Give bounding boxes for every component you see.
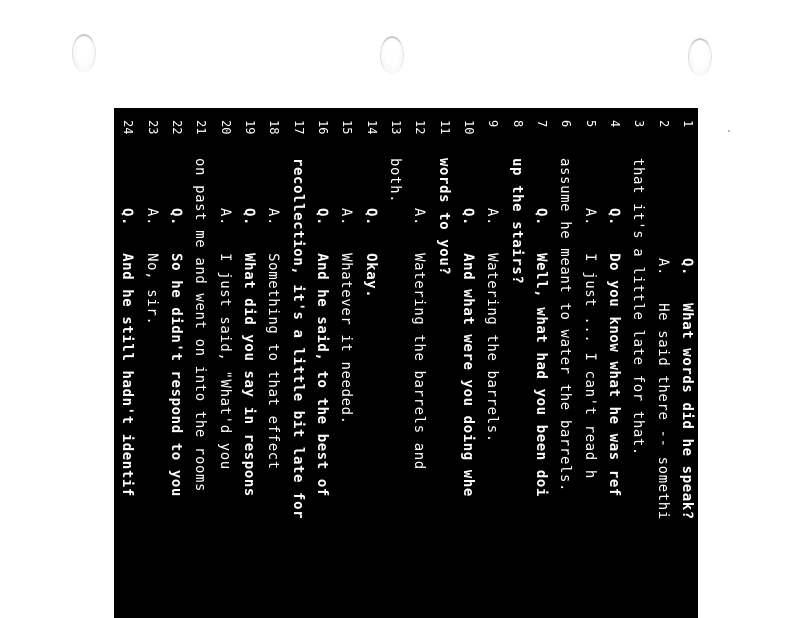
transcript-line (184, 108, 208, 618)
line-number: 9 (486, 120, 501, 128)
line-text: Q. Well, what had you been doi (533, 208, 550, 497)
line-text: Q. Okay. (362, 208, 379, 299)
transcript-line (354, 108, 378, 618)
line-number: 20 (218, 120, 233, 135)
line-text: assume he meant to water the barrels. (557, 158, 574, 493)
transcript-page (114, 108, 698, 618)
transcript-body (114, 108, 698, 618)
transcript-line (573, 108, 597, 618)
line-number: 6 (559, 120, 574, 128)
line-text: A. Something to that effect (265, 208, 282, 470)
line-number: 1 (681, 120, 695, 128)
line-number: 11 (437, 120, 452, 135)
transcript-line (500, 108, 524, 618)
line-number: 18 (267, 120, 282, 135)
line-text: Q. And he said, to the best of (314, 208, 331, 497)
line-text: both. (387, 158, 404, 204)
line-text: A. No, sir. (143, 208, 160, 326)
line-text: that it's a little late for that. (630, 158, 647, 456)
transcript-line (525, 108, 549, 618)
line-number: 12 (413, 120, 428, 135)
transcript-line (549, 108, 573, 618)
transcript-line (379, 108, 403, 618)
line-text: A. Watering the barrels. (484, 208, 501, 443)
line-text: A. He said there -- somethi (654, 258, 671, 520)
line-number: 23 (145, 120, 160, 135)
line-text: A. Watering the barrels and (411, 208, 428, 470)
line-number: 21 (194, 120, 209, 135)
transcript-line (476, 108, 500, 618)
line-number: 2 (656, 120, 671, 128)
transcript-line (233, 108, 257, 618)
line-number: 17 (291, 120, 306, 135)
line-number: 10 (462, 120, 477, 135)
transcript-line (427, 108, 451, 618)
line-number: 14 (364, 120, 379, 135)
line-number: 8 (510, 120, 525, 128)
line-text: up the stairs? (508, 158, 525, 285)
transcript-line (160, 108, 184, 618)
transcript-line (114, 108, 135, 618)
line-number: 7 (535, 120, 550, 128)
line-number: 3 (632, 120, 647, 128)
line-text: Q. So he didn't respond to you (168, 208, 185, 497)
transcript-line (646, 108, 670, 618)
binder-hole (688, 38, 712, 76)
line-text: Q. And he still hadn't identif (119, 208, 136, 497)
line-number: 16 (316, 120, 331, 135)
line-text: A. I just ... I can't read h (581, 208, 598, 479)
line-number: 22 (170, 120, 185, 135)
line-number: 24 (121, 120, 136, 135)
line-text: recollection, it's a little bit late for (289, 158, 306, 520)
line-number: 4 (608, 120, 623, 128)
transcript-line (257, 108, 281, 618)
line-text: Q. Do you know what he was ref (606, 208, 623, 497)
line-number: 13 (389, 120, 404, 135)
transcript-line (306, 108, 330, 618)
transcript-line (281, 108, 305, 618)
binder-hole (380, 36, 404, 74)
transcript-line (330, 108, 354, 618)
line-text: on past me and went on into the rooms (192, 158, 209, 493)
line-number: 15 (340, 120, 355, 135)
transcript-line (598, 108, 622, 618)
line-text: words to you? (435, 158, 452, 276)
transcript-line (135, 108, 159, 618)
transcript-line (208, 108, 232, 618)
line-text: A. Whatever it needed. (338, 208, 355, 425)
line-number: 19 (243, 120, 258, 135)
line-number: 5 (583, 120, 598, 128)
binder-hole (72, 34, 96, 72)
scan-speck (728, 130, 730, 132)
transcript-line (403, 108, 427, 618)
line-text: Q. And what were you doing whe (460, 208, 477, 497)
transcript-line (671, 108, 695, 618)
line-text: Q. What words did he speak? (679, 258, 695, 520)
transcript-line (622, 108, 646, 618)
transcript-line (452, 108, 476, 618)
line-text: A. I just said, "What'd you (216, 208, 233, 470)
line-text: Q. What did you say in respons (241, 208, 258, 497)
